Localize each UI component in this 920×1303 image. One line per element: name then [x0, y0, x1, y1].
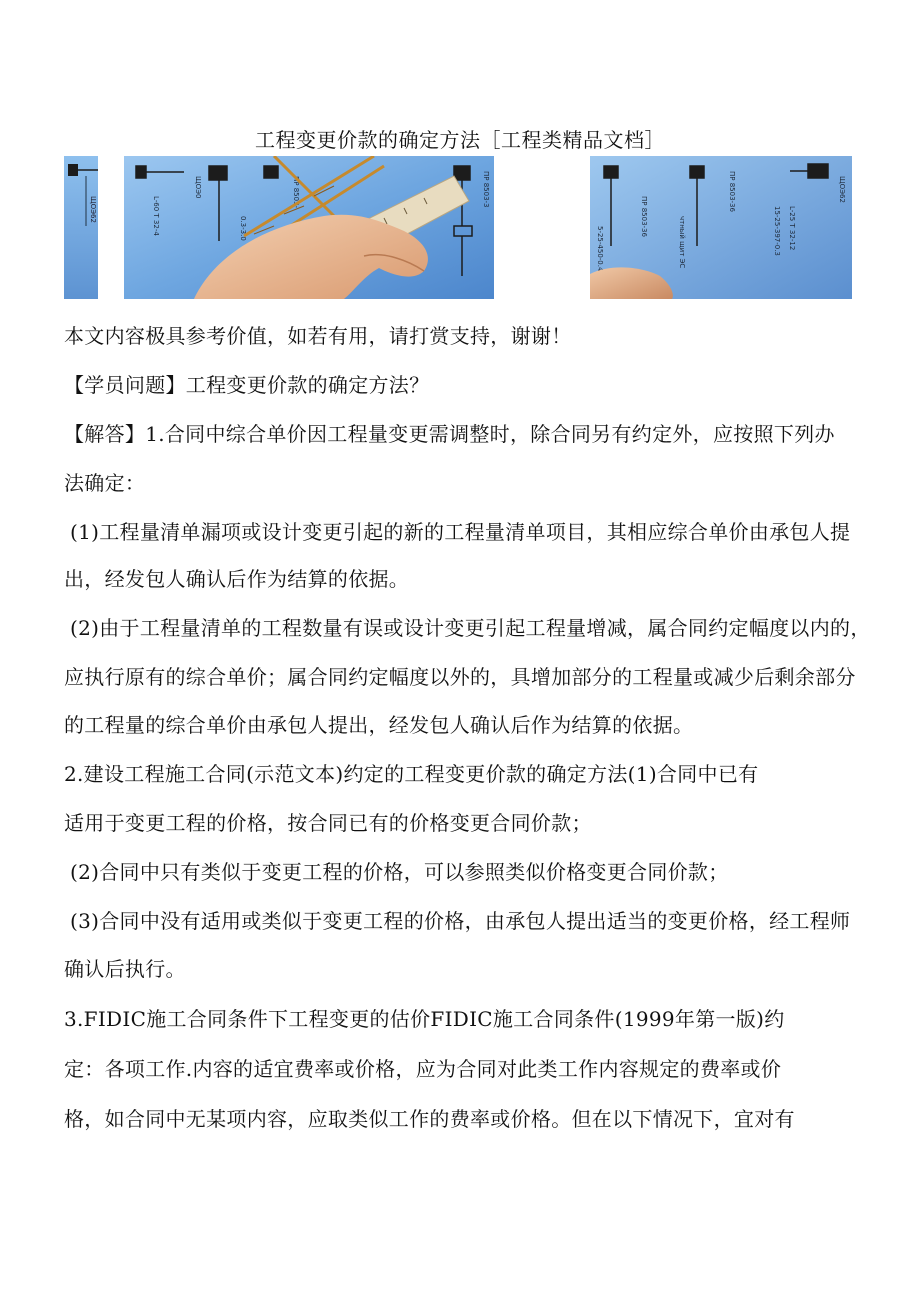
svg-text:15-25-397-0.3: 15-25-397-0.3 — [773, 206, 781, 256]
blueprint-icon — [64, 156, 98, 299]
text-line-13: (3)合同中没有适用或类似于变更工程的价格，由承包人提出适当的变更价格，经工程师 — [70, 909, 851, 933]
svg-text:ЩОЭ0: ЩОЭ0 — [194, 176, 202, 199]
text-line-10: 2.建设工程施工合同(示范文本)约定的工程变更价款的确定方法(1)合同中已有 — [64, 762, 759, 786]
svg-text:5-25-450-0.4: 5-25-450-0.4 — [596, 226, 604, 272]
svg-text:L-60 T 32-4: L-60 T 32-4 — [152, 196, 160, 236]
crane-icon — [124, 156, 494, 299]
text-line-7: (2)由于工程量清单的工程数量有误或设计变更引起工程量增减，属合同约定幅度以内的， — [70, 616, 871, 640]
svg-text:ПР 8503-3: ПР 8503-3 — [482, 171, 490, 208]
text-line-8: 应执行原有的综合单价；属合同约定幅度以外的，具增加部分的工程量或减少后剩余部分 — [64, 665, 856, 689]
text-line-6: 出，经发包人确认后作为结算的依据。 — [64, 567, 410, 591]
banner-image-right — [590, 156, 852, 299]
svg-text:0.3-3.0: 0.3-3.0 — [239, 216, 247, 241]
text-line-16: 定：各项工作.内容的适宜费率或价格，应为合同对此类工作内容规定的费率或价 — [64, 1057, 782, 1081]
svg-text:ЩОЭ62: ЩОЭ62 — [89, 196, 97, 223]
svg-text:ПР 8503-36: ПР 8503-36 — [640, 196, 648, 237]
blueprint-icon — [590, 156, 852, 299]
svg-text:L-25 T 32-12: L-25 T 32-12 — [788, 206, 796, 251]
text-line-1: 本文内容极具参考价值，如若有用，请打赏支持，谢谢！ — [64, 324, 572, 348]
text-line-14: 确认后执行。 — [64, 957, 186, 981]
text-line-11: 适用于变更工程的价格，按合同已有的价格变更合同价款； — [64, 811, 592, 835]
text-line-5: (1)工程量清单漏项或设计变更引起的新的工程量清单项目，其相应综合单价由承包人提 — [70, 520, 851, 544]
text-line-3: 【解答】1.合同中综合单价因工程量变更需调整时，除合同另有约定外，应按照下列办 — [64, 422, 835, 446]
text-line-4: 法确定： — [64, 471, 146, 495]
svg-text:ЩОЭ62: ЩОЭ62 — [838, 176, 846, 203]
svg-text:ПР 8503-36: ПР 8503-36 — [728, 171, 736, 212]
banner-image-center — [124, 156, 494, 299]
text-line-15: 3.FIDIC施工合同条件下工程变更的估价FIDIC施工合同条件(1999年第一版)约 — [64, 1007, 785, 1031]
text-line-17: 格，如合同中无某项内容，应取类似工作的费率或价格。但在以下情况下，宜对有 — [64, 1107, 795, 1131]
text-line-2: 【学员问题】工程变更价款的确定方法？ — [64, 373, 430, 397]
text-line-12: (2)合同中只有类似于变更工程的价格，可以参照类似价格变更合同价款； — [70, 860, 729, 884]
text-line-9: 的工程量的综合单价由承包人提出，经发包人确认后作为结算的依据。 — [64, 713, 694, 737]
page-title: 工程变更价款的确定方法［工程类精品文档］ — [255, 128, 665, 152]
svg-text:ПР 8503-: ПР 8503- — [292, 176, 300, 209]
banner-image-left — [64, 156, 98, 299]
svg-text:чтный щит ЭС: чтный щит ЭС — [678, 216, 686, 269]
